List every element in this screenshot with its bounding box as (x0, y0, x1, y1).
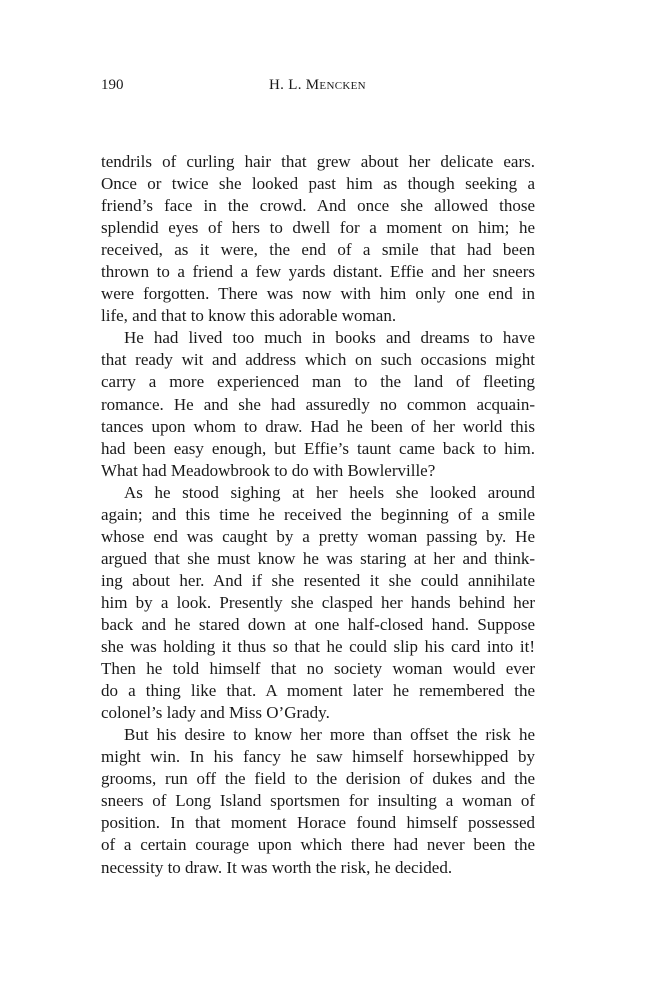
text-line: position. In that moment Horace found himself possessed (101, 813, 535, 833)
text-line: whose end was caught by a pretty woman passing by. He (101, 526, 535, 546)
text-line: argued that she must know he was staring at her and think- (101, 548, 535, 568)
text-line: friend’s face in the crowd. And once she allowed those (101, 196, 535, 216)
page-number: 190 (101, 77, 124, 93)
text-line: him by a look. Presently she clasped her hands behind her (101, 592, 535, 612)
text-line: again; and this time he received the beginning of a smile (101, 504, 535, 524)
text-line: received, as it were, the end of a smile that had been (101, 240, 535, 260)
body-text (101, 151, 535, 879)
running-title: H. L. Mencken (269, 77, 366, 93)
text-line: of a certain courage upon which there had never been the (101, 835, 535, 855)
text-line: necessity to draw. It was worth the risk, he decided. (101, 857, 453, 877)
text-line: romance. He and she had assuredly no common acquain- (101, 394, 535, 414)
text-line: Once or twice she looked past him as though seeking a (101, 174, 535, 194)
text-line: Then he told himself that no society woman would ever (101, 659, 535, 679)
text-line: As he stood sighing at her heels she looked around (124, 482, 535, 502)
text-line: But his desire to know her more than offset the risk he (124, 725, 535, 745)
text-line: she was holding it thus so that he could slip his card into it! (101, 637, 535, 657)
text-line: were forgotten. There was now with him only one end in (101, 284, 535, 304)
text-line: do a thing like that. A moment later he remembered the (101, 681, 535, 701)
text-line: sneers of Long Island sportsmen for insulting a woman of (101, 791, 535, 811)
text-line: ing about her. And if she resented it she could annihilate (101, 570, 535, 590)
running-head (101, 75, 535, 95)
text-line: back and he stared down at one half-closed hand. Suppose (101, 614, 535, 634)
text-line: He had lived too much in books and dreams to have (124, 328, 535, 348)
text-line: that ready wit and address which on such occasions might (101, 350, 535, 370)
text-line: tances upon whom to draw. Had he been of her world this (101, 416, 535, 436)
text-line: tendrils of curling hair that grew about her delicate ears. (101, 152, 535, 171)
text-line: colonel’s lady and Miss O’Grady. (101, 703, 330, 723)
text-line: had been easy enough, but Effie’s taunt came back to him. (101, 438, 535, 458)
text-line: carry a more experienced man to the land of fleeting (101, 372, 535, 392)
text-line: grooms, run off the field to the derision of dukes and the (101, 769, 535, 789)
text-line: splendid eyes of hers to dwell for a moment on him; he (101, 218, 535, 238)
text-line: might win. In his fancy he saw himself horsewhipped by (101, 747, 535, 767)
text-line: life, and that to know this adorable woman. (101, 306, 397, 326)
text-line: What had Meadowbrook to do with Bowlerville? (101, 460, 436, 480)
text-line: thrown to a friend a few yards distant. Effie and her sneers (101, 262, 535, 282)
